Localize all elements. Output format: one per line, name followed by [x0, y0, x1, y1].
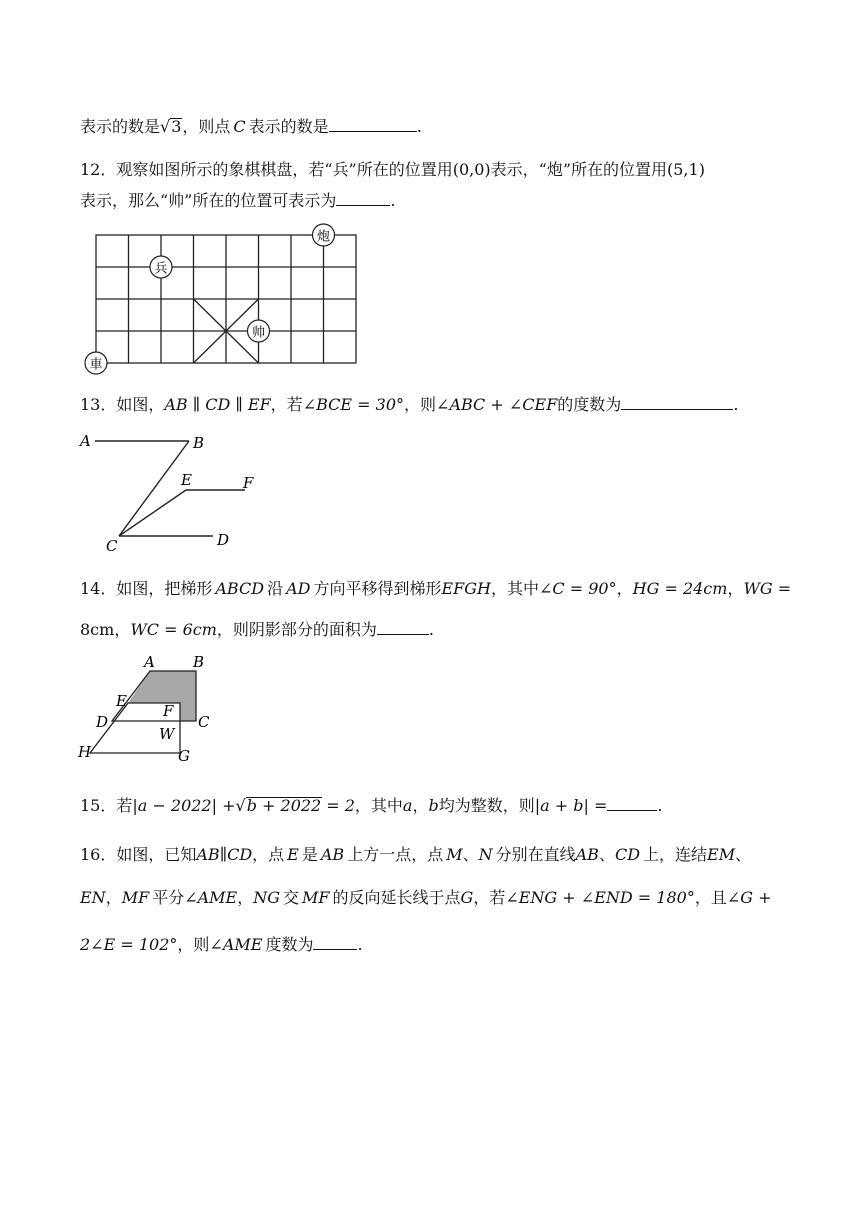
math: AB [320, 845, 345, 864]
text: 13．如图， [80, 395, 165, 414]
q16-line3 [80, 934, 363, 956]
sqrt-radicand: b + 2022 [246, 796, 322, 815]
text: ，且 [694, 888, 727, 907]
math: EM [707, 845, 736, 864]
label-a: A [144, 653, 155, 671]
text: 表示，那么“帅”所在的位置可表示为 [80, 191, 337, 210]
text: ，若 [473, 888, 506, 907]
text: 平分 [152, 888, 185, 907]
math: ∠G + [726, 888, 772, 907]
label-f: F [163, 702, 174, 720]
math: WG = [743, 579, 792, 598]
text: ， [412, 796, 429, 815]
q13-question [80, 394, 738, 416]
label-c: C [106, 537, 118, 555]
text: ，若 [270, 395, 303, 414]
text: 16．如图，已知 [80, 845, 197, 864]
math: MF [302, 888, 330, 907]
math: ∠BCE = 30° [302, 395, 405, 414]
label-b: B [193, 653, 205, 671]
piece-che [85, 352, 107, 374]
math: HG = 24cm [632, 579, 728, 598]
label-c: C [198, 713, 210, 731]
math: MF [121, 888, 150, 907]
chess-grid [96, 235, 356, 363]
label-d: D [217, 531, 230, 549]
label-f: F [243, 474, 254, 492]
text: 分别在直线 [495, 845, 576, 864]
text: 、 [598, 845, 615, 864]
che-label: 車 [89, 357, 103, 373]
math: ∠AME [209, 935, 263, 954]
text: ， [237, 888, 254, 907]
pao-label: 炮 [316, 229, 331, 245]
q12-line1: 12．观察如图所示的象棋棋盘，若“兵”所在的位置用(0,0)表示，“炮”所在的位置用(5,1) [80, 160, 705, 179]
math: EFGH [441, 579, 491, 598]
math: AB∥CD [196, 845, 253, 864]
q13-figure [95, 441, 245, 536]
text: 14．如图，把梯形 [80, 579, 213, 598]
math: AB ∥ CD ∥ EF [164, 395, 271, 414]
math: AD [286, 579, 311, 598]
text: . [428, 620, 435, 639]
text: ， [616, 579, 633, 598]
text: 8cm [80, 620, 115, 639]
text: 交 [283, 888, 300, 907]
math: E [287, 845, 299, 864]
text: ，则 [177, 935, 210, 954]
math: ∠ABC + ∠CEF [436, 395, 558, 414]
text: . [657, 796, 663, 815]
q14-figure [90, 671, 196, 753]
math: ∠ENG + ∠END = 180° [505, 888, 695, 907]
answer-blank[interactable] [621, 395, 733, 410]
label-w: W [159, 725, 175, 743]
text: . [733, 395, 739, 414]
text: ，则阴影部分的面积为 [216, 620, 377, 639]
math: EN [80, 888, 106, 907]
q16-line2 [80, 887, 772, 909]
math-var: C [233, 117, 246, 136]
q14-line2 [80, 619, 434, 641]
text: 表示的数是 [80, 117, 161, 136]
label-d: D [96, 713, 109, 731]
text: ， [727, 579, 744, 598]
math: = 2 [326, 796, 355, 815]
text: . [416, 117, 422, 136]
math: 2∠E = 102° [80, 935, 178, 954]
text: ，则点 [182, 117, 231, 136]
sqrt-radicand: 3 [171, 117, 182, 136]
sqrt-symbol: √ [160, 117, 171, 136]
text: 沿 [267, 579, 284, 598]
math: AB [575, 845, 599, 864]
text: 上，连结 [643, 845, 708, 864]
text: 上方一点，点 [347, 845, 444, 864]
math: |a + b| = [534, 796, 608, 815]
text: 度数为 [265, 935, 314, 954]
bing-label: 兵 [154, 261, 168, 277]
q15-question [80, 795, 662, 817]
text: 、 [462, 845, 479, 864]
math: N [478, 845, 493, 864]
shuai-label: 帅 [251, 325, 266, 341]
label-b: B [193, 434, 205, 452]
segment-ce [119, 490, 186, 536]
text: ， [114, 620, 131, 639]
math: ∠AME [184, 888, 238, 907]
math: M [446, 845, 463, 864]
answer-blank[interactable] [377, 620, 429, 635]
answer-blank[interactable] [607, 796, 657, 811]
text: . [390, 191, 396, 210]
label-a: A [80, 432, 91, 450]
label-h: H [78, 743, 92, 761]
text: 方向平移得到梯形 [313, 579, 442, 598]
label-e: E [116, 692, 127, 710]
math: ABCD [215, 579, 265, 598]
piece-bing [150, 256, 172, 278]
text: 的度数为 [557, 395, 622, 414]
text: 15．若 [80, 796, 133, 815]
text: ，则 [404, 395, 437, 414]
math: WC = 6cm [130, 620, 217, 639]
text: ，其中 [491, 579, 540, 598]
math: ∠C = 90° [539, 579, 617, 598]
text: 均为整数，则 [438, 796, 535, 815]
text: 、 [735, 845, 752, 864]
text: ，点 [252, 845, 285, 864]
piece-shuai [248, 320, 270, 342]
shaded-region [128, 671, 196, 721]
text: 是 [301, 845, 318, 864]
math: a [402, 796, 413, 815]
segment-bc [119, 441, 189, 536]
math: |a − 2022| + [132, 796, 236, 815]
math: NG [253, 888, 281, 907]
q14-line1 [80, 578, 791, 600]
answer-blank[interactable] [313, 935, 357, 950]
text: . [357, 935, 363, 954]
label-e: E [181, 471, 192, 489]
math: b [428, 796, 439, 815]
text: 的反向延长线于点 [332, 888, 461, 907]
q16-line1 [80, 844, 751, 866]
text: ， [105, 888, 122, 907]
text: 表示的数是 [248, 117, 329, 136]
math: G [460, 888, 474, 907]
text: ，其中 [354, 796, 403, 815]
sqrt-symbol: √ [235, 796, 246, 815]
piece-pao [313, 224, 335, 246]
label-g: G [178, 747, 190, 765]
math: CD [614, 845, 641, 864]
